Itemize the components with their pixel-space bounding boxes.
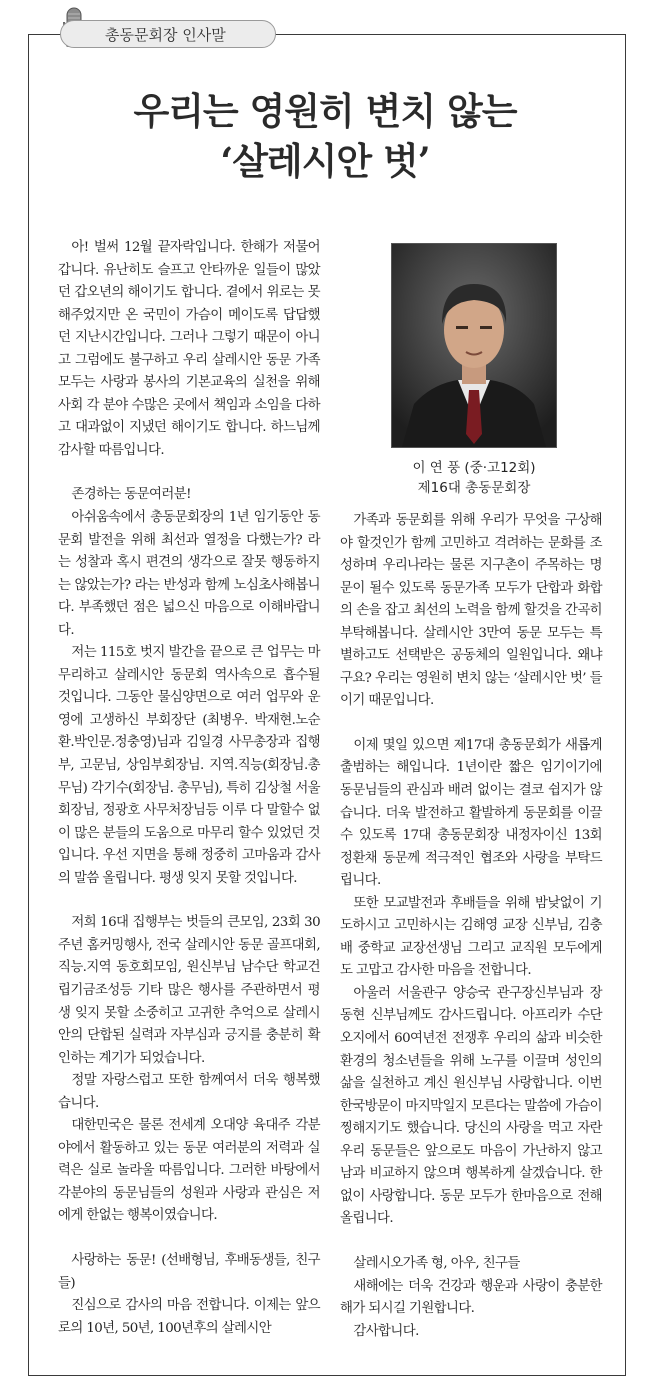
paragraph: 아쉬움속에서 총동문회장의 1년 임기동안 동문회 발전을 위해 최선과 열정을 다했는가? 라는 성찰과 혹시 편견의 생각으로 잘못 행동하지는 않았는가? 라는 반성과 함께 노심초사해봅니다. 부족했던 점은 넓으신 마음으로 이해바랍니다. [58,510,320,638]
author-role: 제16대 총동문회장 [417,480,531,496]
paragraph: 가족과 동문회를 위해 우리가 무엇을 구상해야 할것인가 함께 고민하고 격려하는 문화를 조성하며 우리나라는 물론 지구촌이 주목하는 명문이 될수 있도록 동문가족 모두가 단합과 화합의 손을 잡고 최선의 노력을 함께 할것을 간곡히 부탁해봅니다. 살레시안 3만여 동문 모두는 특별하고도 선택받은 공동체의 일원입니다. 왜냐구요? 우리는 영원히 변치 않는 ‘살레시안 벗’ 들이기 때문입니다. [340,513,602,709]
photo-caption [360,458,588,498]
portrait-image [392,244,556,447]
paragraph: 저는 115호 벗지 발간을 끝으로 큰 업무는 마무리하고 살레시안 동문회 역사속으로 흡수될 것입니다. 그동안 물심양면으로 여러 업무와 운영에 고생하신 부회장단 (최병우. 박재현.노순환.박인문.정충영)님과 김일경 사무총장과 집행부, 고문님, 상임부회장님. 지역.직능(회장님.총무님) 각기수(회장님. 총무님), 특히 김상철 서울회장님, 정광호 사무처장님등 이루 다 말할수 없이 많은 분들의 도움으로 마무리 할수 있었던 것입니다. 우선 지면을 통해 정중히 고마움과 감사의 말씀 올립니다. 평생 잊지 못할 것입니다. [58,645,320,886]
paragraph: 이제 몇일 있으면 제17대 총동문회가 새롭게 출범하는 해입니다. 1년이란 짧은 임기이기에 동문님들의 관심과 배려 없이는 결코 쉽지가 않습니다. 더욱 발전하고 활발하게 동문회를 이끌수 있도록 17대 총동문회장 내정자이신 13회 정환채 동문께 적극적인 협조와 사랑을 부탁드립니다. [340,737,602,889]
section-label: 총동문회장 인사말 [105,25,226,44]
author-name: 이 연 풍 (중·고12회) [412,460,536,476]
paragraph: 저희 16대 집행부는 벗들의 큰모임, 23회 30주년 홈커밍행사, 전국 살레시안 동문 골프대회, 직능.지역 동호회모임, 원신부님 남수단 학교건립기금조성등 기타 많은 행사를 주관하면서 평생 잊지 못할 소중히고 고귀한 추억으로 살레시안의 단합된 실력과 자부심과 긍지를 충분히 확인하는 계기가 되었습니다. [58,915,320,1066]
paragraph: 아울러 서울관구 양승국 관구장신부님과 장동현 신부님께도 감사드립니다. 아프리카 수단 오지에서 60여년전 전쟁후 우리의 삶과 비슷한 환경의 청소년들을 위해 노구를 이끌며 성인의 삶을 실천하고 계신 원신부님 사랑합니다. 이번 한국방문이 마지막일지 모른다는 말씀에 가슴이 찡해지기도 했습니다. 당신의 사랑을 먹고 자란 우리 동문들은 앞으로도 마음이 가난하지 않고 남과 비교하지 않으며 행복하게 살겠습니다. 한없이 사랑합니다. 동문 모두가 한마음으로 전해 올립니다. [340,985,602,1227]
paragraph: 또한 모교발전과 후배들을 위해 밤낮없이 기도하시고 고민하시는 김해영 교장 신부님, 김충배 중학교 교장선생님 그리고 교직원 모두에게도 고맙고 감사한 마음을 전합니다. [340,895,602,979]
section-tab [60,20,276,48]
paragraph: 진심으로 감사의 마음 전합니다. 이제는 앞으로의 10년, 50년, 100년후의 살레시안 [58,1298,320,1336]
paragraph: 새해에는 더욱 건강과 행운과 사랑이 충분한 해가 되시길 기원합니다. [340,1278,602,1317]
paragraph: 사랑하는 동문! (선배형님, 후배동생들, 친구들) [58,1252,320,1291]
paragraph: 감사합니다. [353,1323,419,1339]
paragraph: 존경하는 동문여러분! [71,487,191,503]
paragraph: 살레시오가족 형, 아우, 친구들 [353,1255,520,1271]
title-line-2: ‘살레시안 벗’ [220,139,430,183]
paragraph: 아! 벌써 12월 끝자락입니다. 한해가 저물어 갑니다. 유난히도 슬프고 안타까운 일들이 많았던 갑오년의 해이기도 합니다. 곁에서 위로는 못해주었지만 온 국민이 가슴이 메이도록 답답했던 지난시간입니다. 그러나 그렇기 때문이 아니고 그럼에도 불구하고 우리 살레시안 동문 가족 모두는 사랑과 봉사의 기본교육의 실천을 위해 사회 각 분야 수많은 곳에서 책임과 소임을 다하고 대과없이 지냈던 해이기도 합니다. 하느님께 감사할 따름입니다. [58,240,320,458]
right-column [340,510,602,1343]
title-line-1: 우리는 영원히 변치 않는 [133,89,517,133]
paragraph: 정말 자랑스럽고 또한 함께여서 더욱 행복했습니다. [58,1073,320,1111]
author-photo [391,243,557,448]
article-title [60,86,590,186]
paragraph: 대한민국은 물론 전세계 오대양 육대주 각분야에서 활동하고 있는 동문 여러분의 저력과 실력은 실로 놀라울 따름입니다. 그러한 바탕에서 각분야의 동문님들의 성원과 사랑과 관심은 저에게 한없는 행복이였습니다. [58,1118,320,1224]
left-column [58,237,320,1340]
